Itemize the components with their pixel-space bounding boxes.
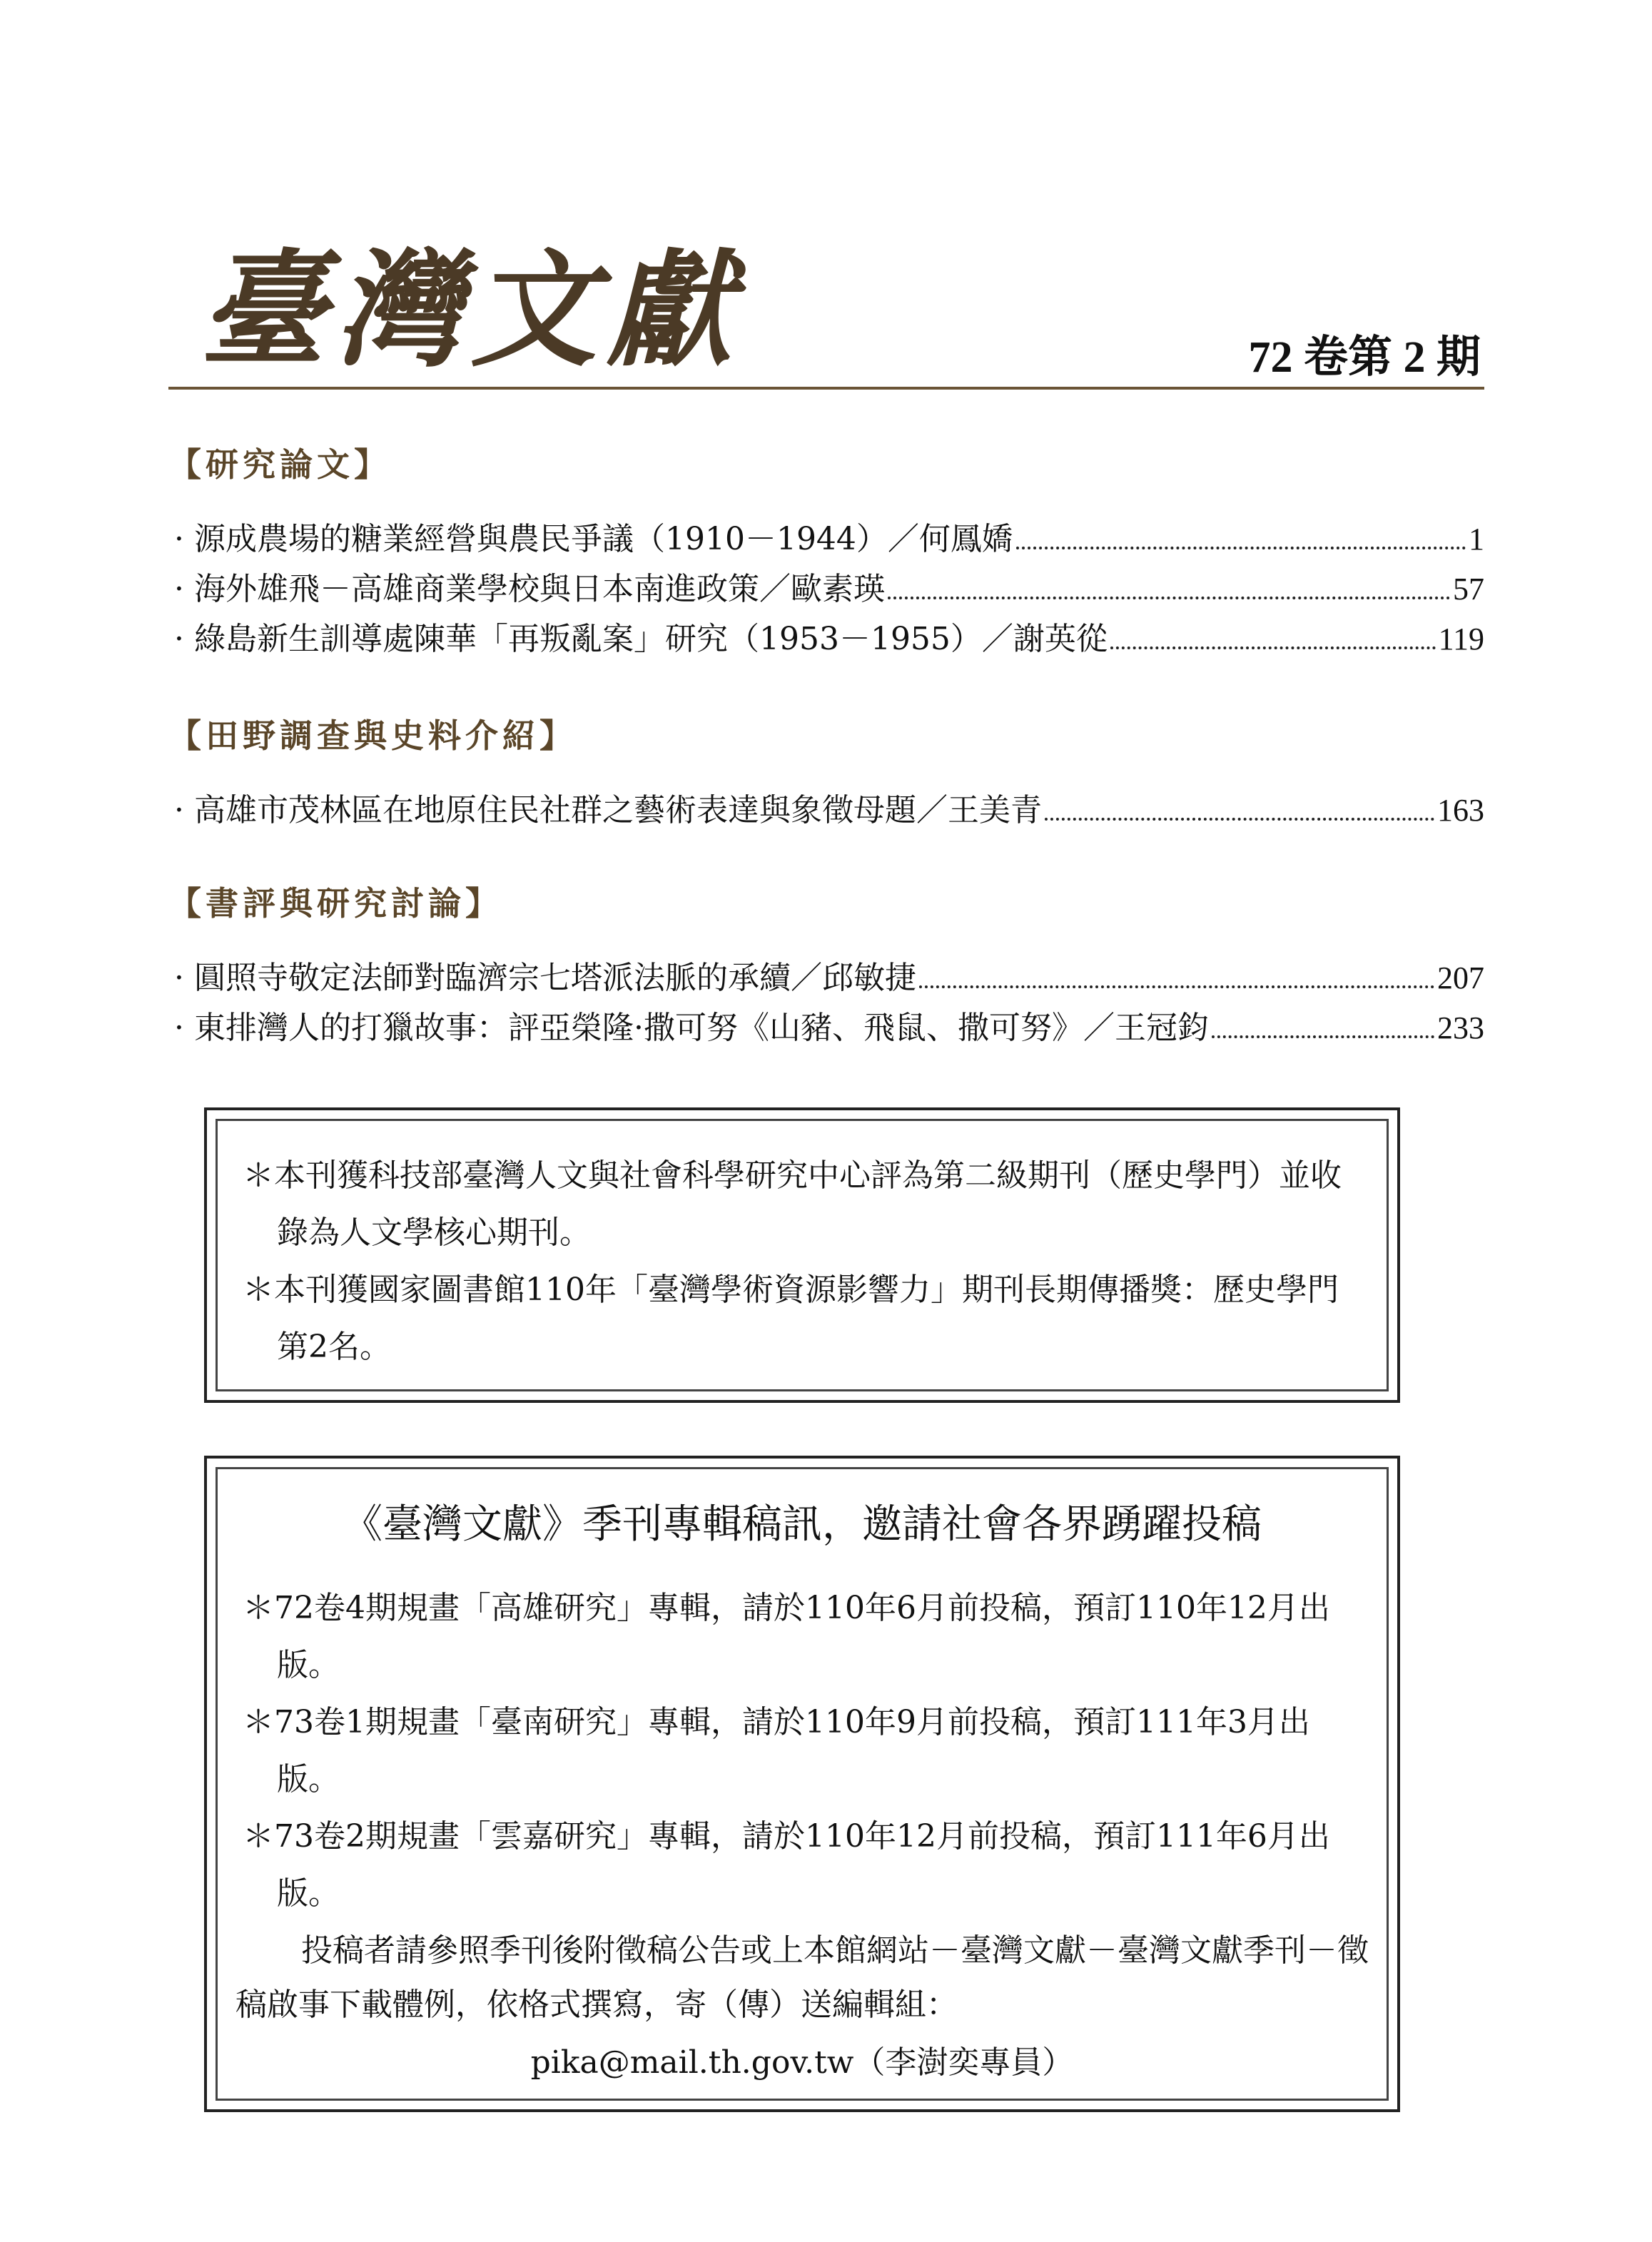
section-research-papers — [168, 439, 1484, 664]
journal-logo: 臺灣文獻 — [200, 236, 743, 384]
toc-entry-page: 119 — [1438, 622, 1484, 656]
section-title: 【田野調查與史料介紹】 — [168, 716, 577, 755]
toc-entry-page: 233 — [1437, 1010, 1484, 1045]
toc-entry-title: · 海外雄飛－高雄商業學校與日本南進政策／歐素瑛 — [174, 571, 885, 607]
notice-box — [204, 1107, 1400, 1403]
toc-entry-title: · 圓照寺敬定法師對臨濟宗七塔派法脈的承續／邱敏捷 — [174, 960, 916, 996]
toc-entry-title: · 綠島新生訓導處陳華「再叛亂案」研究（1953－1955）／謝英從 — [174, 621, 1108, 657]
toc-entry-page: 1 — [1469, 522, 1484, 557]
call-item: ＊73卷2期規畫「雲嘉研究」專輯，請於110年12月前投稿，預訂111年6月出版。 — [243, 1818, 1330, 1912]
notice-item: ＊本刊獲科技部臺灣人文與社會科學研究中心評為第二級期刊（歷史學門）並收錄為人文學核心期刊。 — [243, 1157, 1342, 1251]
toc-leader — [1016, 546, 1466, 549]
toc-entry-title: · 東排灣人的打獵故事：評亞榮隆·撒可努《山豬、飛鼠、撒可努》／王冠鈞 — [174, 1010, 1209, 1046]
call-for-papers-box — [204, 1456, 1400, 2112]
toc-entry-page: 207 — [1437, 960, 1484, 995]
toc-entry-page: 163 — [1437, 793, 1484, 828]
issue-number: 72 卷第 2 期 — [1248, 333, 1481, 382]
toc-list — [168, 786, 1484, 836]
section-title: 【研究論文】 — [168, 445, 391, 484]
header-rule — [168, 387, 1484, 390]
toc-entry[interactable] — [168, 1003, 1484, 1053]
call-item: ＊72卷4期規畫「高雄研究」專輯，請於110年6月前投稿，預訂110年12月出版。 — [243, 1590, 1330, 1683]
toc-entry[interactable] — [168, 564, 1484, 614]
call-box-title: 《臺灣文獻》季刊專輯稿訊，邀請社會各界踴躍投稿 — [343, 1501, 1262, 1548]
toc-list — [168, 514, 1484, 664]
toc-leader — [1045, 817, 1434, 821]
toc-entry-title: · 高雄市茂林區在地原住民社群之藝術表達與象徵母題／王美青 — [174, 792, 1042, 828]
toc-entry[interactable] — [168, 514, 1484, 564]
section-book-reviews — [168, 878, 1484, 1053]
submission-instructions: 投稿者請參照季刊後附徵稿公告或上本館網站－臺灣文獻－臺灣文獻季刊－徵稿啟事下載體例，依格式撰寫，寄（傳）送編輯組： — [235, 1932, 1369, 2023]
call-item: ＊73卷1期規畫「臺南研究」專輯，請於110年9月前投稿，預訂111年3月出版。 — [243, 1704, 1310, 1797]
toc-leader — [919, 985, 1434, 988]
section-field-survey — [168, 710, 1484, 836]
notice-item: ＊本刊獲國家圖書館110年「臺灣學術資源影響力」期刊長期傳播獎：歷史學門第2名。 — [243, 1272, 1339, 1365]
toc-entry[interactable] — [168, 614, 1484, 664]
toc-entry-page: 57 — [1453, 572, 1484, 607]
toc-entry-title: · 源成農場的糖業經營與農民爭議（1910－1944）／何鳳嬌 — [174, 521, 1013, 557]
toc-entry[interactable] — [168, 786, 1484, 836]
toc-entry[interactable] — [168, 953, 1484, 1003]
toc-leader — [888, 596, 1450, 599]
section-title: 【書評與研究討論】 — [168, 884, 502, 923]
toc-leader — [1212, 1035, 1434, 1038]
toc-leader — [1110, 646, 1436, 649]
toc-list — [168, 953, 1484, 1053]
contact-email[interactable]: pika@mail.th.gov.tw（李澍奕專員） — [530, 2044, 1074, 2081]
